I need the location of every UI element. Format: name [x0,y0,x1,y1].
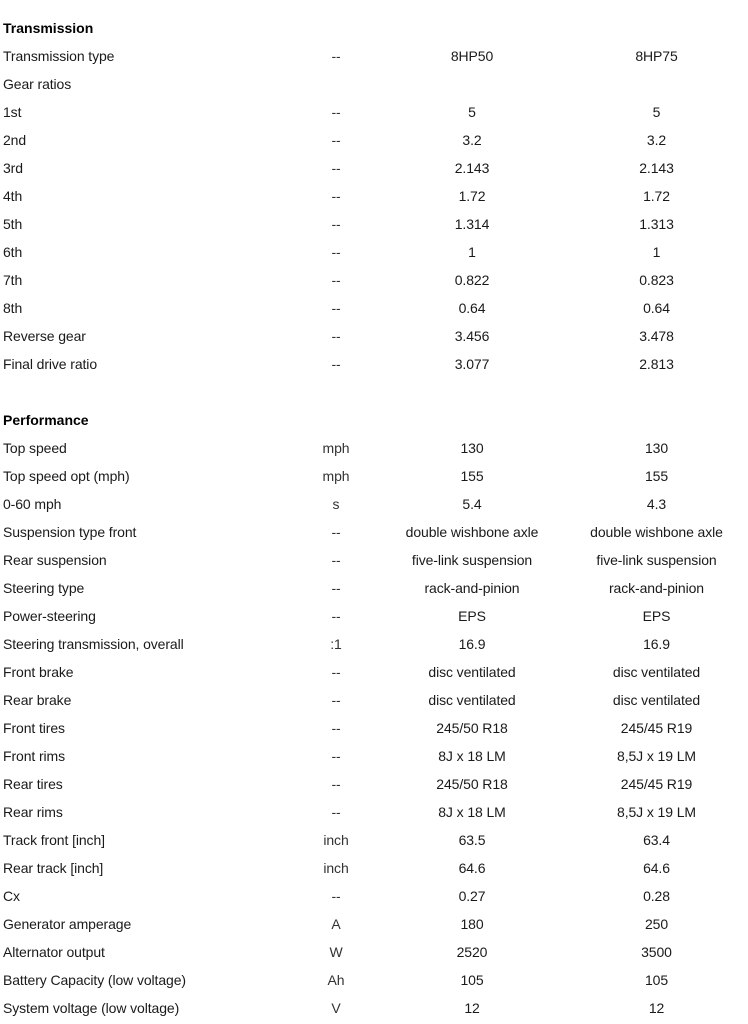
spec-value-model-2: five-link suspension [596,552,717,568]
spec-value-model-1: 8J x 18 LM [438,748,506,764]
spec-row [3,70,748,98]
spec-row [3,42,748,70]
spec-label: System voltage (low voltage) [3,1000,180,1016]
spec-unit: inch [323,832,349,848]
spec-row [3,294,748,322]
spec-label: Front brake [3,664,74,680]
spec-row [3,882,748,910]
spec-unit: -- [331,608,341,624]
spec-value-model-2: 1.313 [639,216,674,232]
spec-value-model-1: 16.9 [458,636,486,652]
spec-value-model-2: 0.64 [643,300,670,316]
spec-table [3,14,748,1022]
spec-label: Front tires [3,720,65,736]
spec-unit: s [332,496,340,512]
spec-label: Power-steering [3,608,96,624]
spec-unit: -- [331,804,341,820]
spec-row [3,462,748,490]
spec-value-model-1: 155 [460,468,484,484]
spec-unit: -- [331,104,341,120]
spec-value-model-2: disc ventilated [612,664,701,680]
spec-value-model-2: 2.143 [639,160,674,176]
spec-value-model-2: disc ventilated [612,692,701,708]
spec-unit: -- [331,48,341,64]
spec-unit: -- [331,300,341,316]
spec-label: 5th [3,216,23,232]
spec-unit: -- [331,720,341,736]
spec-value-model-1: 105 [460,972,484,988]
spec-unit: A [331,916,341,932]
spec-label: Steering transmission, overall [3,636,184,652]
spec-value-model-2: 130 [644,440,669,456]
spec-row [3,434,748,462]
spec-value-model-1: 3.077 [454,356,490,372]
spec-unit: -- [331,160,341,176]
spec-value-model-1: EPS [458,608,486,624]
spec-unit: -- [331,664,341,680]
spec-unit: -- [331,188,341,204]
section-title: Performance [3,412,89,428]
spec-value-model-1: 63.5 [458,832,486,848]
spec-value-model-1: 3.456 [454,328,490,344]
spec-value-model-1: 1 [468,244,476,260]
spec-value-model-2: 105 [644,972,669,988]
spec-row [3,126,748,154]
spec-label: Gear ratios [3,76,72,92]
spec-value-model-1: 0.27 [458,888,486,904]
spec-value-model-2: 8HP75 [635,48,678,64]
spec-value-model-2: EPS [642,608,671,624]
spec-value-model-1: 8HP50 [450,48,494,64]
spec-value-model-2: 3500 [641,944,672,960]
spec-row [3,574,748,602]
section-title: Transmission [3,20,94,36]
spec-label: Rear tires [3,776,63,792]
spec-value-model-2: 8,5J x 19 LM [617,748,696,764]
spec-unit: -- [331,272,341,288]
spec-value-model-2: 0.28 [643,888,670,904]
spec-value-model-2: 12 [648,1000,665,1016]
spec-value-model-1: 130 [460,440,484,456]
spec-value-model-1: five-link suspension [411,552,533,568]
spec-row [3,910,748,938]
spec-value-model-2: 63.4 [643,832,670,848]
spec-label: Transmission type [3,48,115,64]
spec-unit: mph [322,468,350,484]
spec-row [3,686,748,714]
spec-value-model-2: 1.72 [643,188,670,204]
spec-row [3,546,748,574]
spec-row [3,490,748,518]
spec-value-model-2: 16.9 [643,636,670,652]
spec-row [3,770,748,798]
spec-label: Top speed opt (mph) [3,468,130,484]
spec-label: 2nd [3,132,27,148]
spec-label: 1st [3,104,22,120]
spec-label: Rear track [inch] [3,860,104,876]
spec-row [3,238,748,266]
spec-row [3,938,748,966]
spec-label: Rear suspension [3,552,107,568]
spec-unit: W [329,944,343,960]
spec-value-model-1: disc ventilated [428,664,516,680]
spec-value-model-1: 5 [468,104,476,120]
spec-value-model-1: rack-and-pinion [424,580,520,596]
spec-unit: Ah [327,972,345,988]
spec-row [3,966,748,994]
spec-value-model-1: 245/50 R18 [436,776,508,792]
spec-row [3,350,748,378]
spec-value-model-1: 2520 [456,944,488,960]
spec-unit: V [331,1000,341,1016]
spec-value-model-2: rack-and-pinion [609,580,704,596]
spec-label: Rear brake [3,692,72,708]
spec-value-model-1: 1.72 [458,188,486,204]
spec-value-model-2: 250 [644,916,669,932]
spec-value-model-1: disc ventilated [428,692,516,708]
spec-value-model-1: 1.314 [454,216,490,232]
spec-value-model-2: 5 [652,104,661,120]
spec-label: Rear rims [3,804,63,820]
spec-label: Suspension type front [3,524,137,540]
spec-value-model-1: 0.822 [454,272,490,288]
spec-unit: -- [331,888,341,904]
spec-value-model-2: 64.6 [643,860,670,876]
spec-value-model-2: 4.3 [646,496,667,512]
spec-unit: -- [331,356,341,372]
spec-label: Top speed [3,440,67,456]
spec-value-model-1: 180 [460,916,484,932]
spec-unit: -- [331,580,341,596]
spec-unit: inch [323,860,349,876]
spec-label: Alternator output [3,944,105,960]
spec-value-model-2: 245/45 R19 [620,776,693,792]
spec-label: Generator amperage [3,916,132,932]
spec-value-model-2: double wishbone axle [590,524,723,540]
spec-label: Track front [inch] [3,832,105,848]
spec-row [3,658,748,686]
spec-value-model-1: 64.6 [458,860,486,876]
spec-label: 4th [3,188,23,204]
spec-value-model-2: 0.823 [639,272,674,288]
spec-unit: -- [331,132,341,148]
spec-value-model-1: 3.2 [462,132,482,148]
spec-row [3,714,748,742]
spec-unit: -- [331,216,341,232]
spec-row [3,98,748,126]
spec-value-model-2: 3.478 [639,328,674,344]
spec-label: Reverse gear [3,328,86,344]
spec-unit: mph [322,440,350,456]
spec-value-model-2: 3.2 [646,132,667,148]
spec-row [3,602,748,630]
spec-label: Battery Capacity (low voltage) [3,972,186,988]
spec-value-model-1: 12 [464,1000,480,1016]
spec-value-model-2: 1 [652,244,661,260]
spec-value-model-1: 0.64 [458,300,486,316]
spec-unit: -- [331,748,341,764]
spec-label: Final drive ratio [3,356,98,372]
spec-value-model-2: 155 [644,468,669,484]
spec-label: Cx [3,888,20,904]
spec-value-model-1: 245/50 R18 [436,720,508,736]
spec-row [3,826,748,854]
spec-label: 3rd [3,160,23,176]
spec-value-model-2: 8,5J x 19 LM [617,804,696,820]
spec-row [3,154,748,182]
spec-label: 6th [3,244,23,260]
spec-unit: :1 [330,636,342,652]
spec-row [3,322,748,350]
spec-value-model-1: double wishbone axle [405,524,539,540]
spec-row [3,210,748,238]
spec-value-model-1: 2.143 [454,160,490,176]
spec-row [3,994,748,1022]
spec-row [3,630,748,658]
spec-unit: -- [331,776,341,792]
spec-row [3,798,748,826]
spec-label: 7th [3,272,23,288]
spec-value-model-1: 8J x 18 LM [438,804,506,820]
spec-row [3,854,748,882]
spec-value-model-2: 2.813 [639,356,674,372]
spec-row [3,518,748,546]
spec-value-model-1: 5.4 [462,496,482,512]
spec-value-model-2: 245/45 R19 [620,720,693,736]
spec-label: Steering type [3,580,85,596]
spec-unit: -- [331,328,341,344]
spec-row [3,182,748,210]
section-spacer [3,378,748,406]
spec-label: Front rims [3,748,66,764]
spec-row [3,742,748,770]
spec-unit: -- [331,692,341,708]
spec-unit: -- [331,524,341,540]
spec-label: 0-60 mph [3,496,62,512]
spec-label: 8th [3,300,23,316]
spec-row [3,266,748,294]
spec-unit: -- [331,244,341,260]
spec-unit: -- [331,552,341,568]
